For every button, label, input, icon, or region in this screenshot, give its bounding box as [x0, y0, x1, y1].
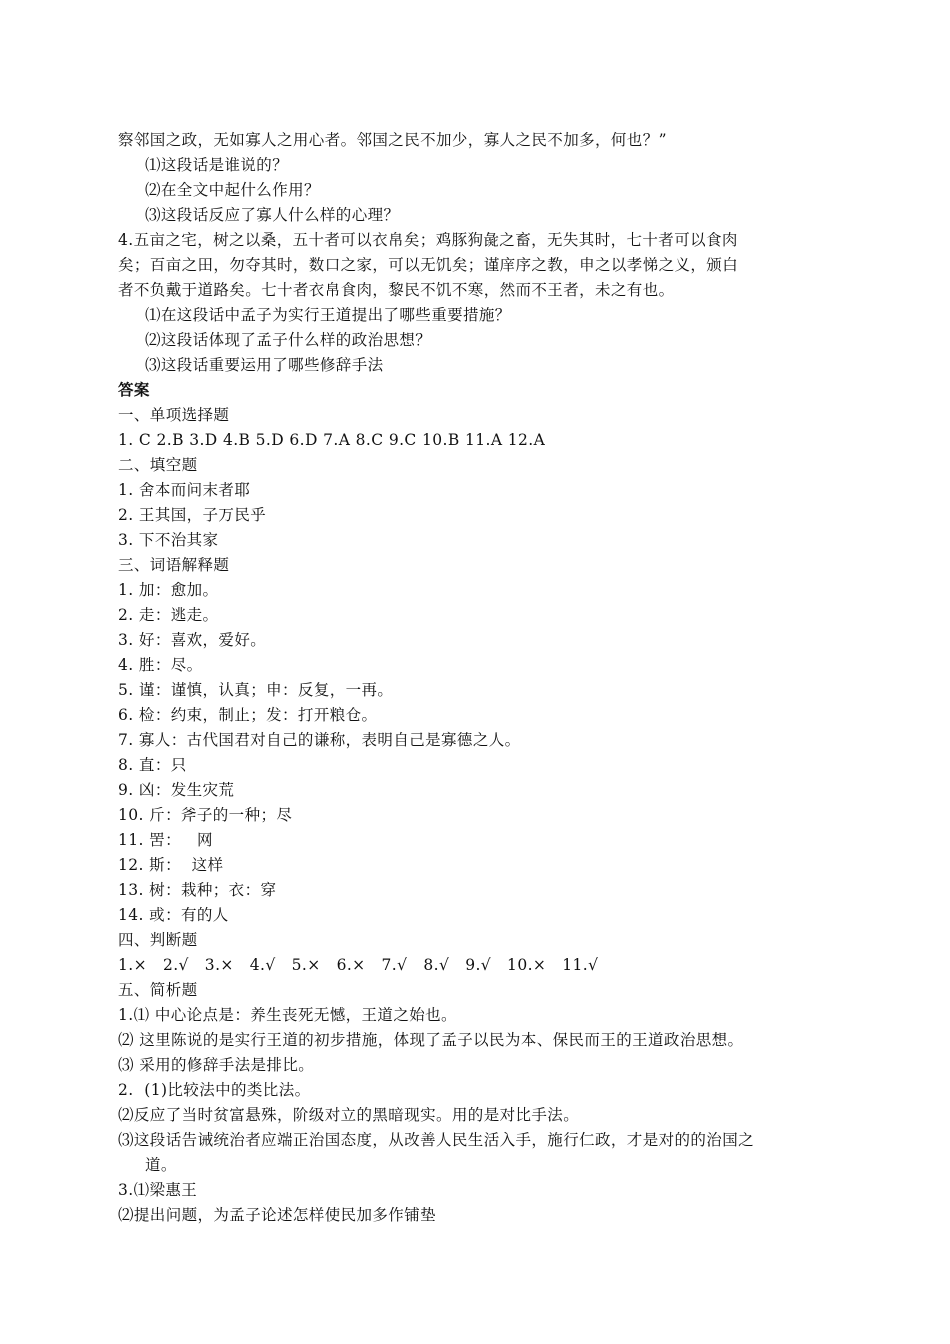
- answer-line: 2. (1)比较法中的类比法。: [118, 1081, 311, 1099]
- answer-line: 6. 检：约束，制止；发：打开粮仓。: [118, 706, 378, 724]
- answer-line: 9. 凶：发生灾荒: [118, 781, 235, 799]
- answer-line: 14. 或：有的人: [118, 906, 229, 924]
- text-line: 察邻国之政，无如寡人之用心者。邻国之民不加少，寡人之民不加多，何也？”: [118, 131, 667, 149]
- text-line: 矣；百亩之田，勿夺其时，数口之家，可以无饥矣；谨庠序之教，申之以孝悌之义，颁白: [118, 256, 739, 274]
- answer-line: 11. 罟： 网: [118, 831, 213, 849]
- section-heading: 三、词语解释题: [118, 556, 230, 574]
- answer-line: 3.⑴梁惠王: [118, 1181, 198, 1199]
- answer-line: 2. 走：逃走。: [118, 606, 219, 624]
- answer-line: 7. 寡人：古代国君对自己的谦称，表明自己是寡德之人。: [118, 731, 521, 749]
- answer-line: ⑶这段话告诫统治者应端正治国态度，从改善人民生活入手，施行仁政，才是对的的治国之: [118, 1131, 755, 1149]
- answer-line: 3. 下不治其家: [118, 531, 219, 549]
- question-item: ⑶这段话重要运用了哪些修辞手法: [145, 356, 384, 374]
- answer-line: 13. 树：栽种；衣：穿: [118, 881, 277, 899]
- answer-line: 1.× 2.√ 3.× 4.√ 5.× 6.× 7.√ 8.√ 9.√ 10.× 11.√: [118, 956, 599, 974]
- answer-line: 12. 斯： 这样: [118, 856, 224, 874]
- answer-line: 1. 舍本而问末者耶: [118, 481, 251, 499]
- answer-heading: 答案: [118, 381, 150, 399]
- answer-line: 8. 直：只: [118, 756, 187, 774]
- answer-line: ⑵反应了当时贫富悬殊，阶级对立的黑暗现实。用的是对比手法。: [118, 1106, 580, 1124]
- answer-line: ⑶ 采用的修辞手法是排比。: [118, 1056, 315, 1074]
- question-item: ⑴在这段话中孟子为实行王道提出了哪些重要措施？: [145, 306, 511, 324]
- answer-line: 道。: [145, 1156, 177, 1174]
- section-heading: 一、单项选择题: [118, 406, 230, 424]
- answer-line: 2. 王其国，子万民乎: [118, 506, 267, 524]
- section-heading: 五、简析题: [118, 981, 198, 999]
- answer-line: 10. 斤：斧子的一种；尽: [118, 806, 293, 824]
- section-heading: 二、填空题: [118, 456, 198, 474]
- question-item: ⑶这段话反应了寡人什么样的心理？: [145, 206, 400, 224]
- answer-line: ⑵ 这里陈说的是实行王道的初步措施，体现了孟子以民为本、保民而王的王道政治思想。: [118, 1031, 744, 1049]
- answer-line: 1.⑴ 中心论点是：养生丧死无憾，王道之始也。: [118, 1006, 457, 1024]
- answer-line: 4. 胜：尽。: [118, 656, 203, 674]
- question-item: ⑵在全文中起什么作用？: [145, 181, 320, 199]
- text-line: 4.五亩之宅，树之以桑，五十者可以衣帛矣；鸡豚狗彘之畜，无失其时，七十者可以食肉: [118, 231, 738, 249]
- answer-line: 3. 好：喜欢，爱好。: [118, 631, 267, 649]
- question-item: ⑴这段话是谁说的？: [145, 156, 289, 174]
- section-heading: 四、判断题: [118, 931, 198, 949]
- question-item: ⑵这段话体现了孟子什么样的政治思想？: [145, 331, 432, 349]
- text-line: 者不负戴于道路矣。七十者衣帛食肉，黎民不饥不寒，然而不王者，未之有也。: [118, 281, 675, 299]
- answer-line: ⑵提出问题，为孟子论述怎样使民加多作铺垫: [118, 1206, 437, 1224]
- answer-line: 5. 谨：谨慎，认真；申：反复，一再。: [118, 681, 394, 699]
- answer-line: 1. C 2.B 3.D 4.B 5.D 6.D 7.A 8.C 9.C 10.B 11.A 12.A: [118, 431, 546, 449]
- answer-line: 1. 加：愈加。: [118, 581, 219, 599]
